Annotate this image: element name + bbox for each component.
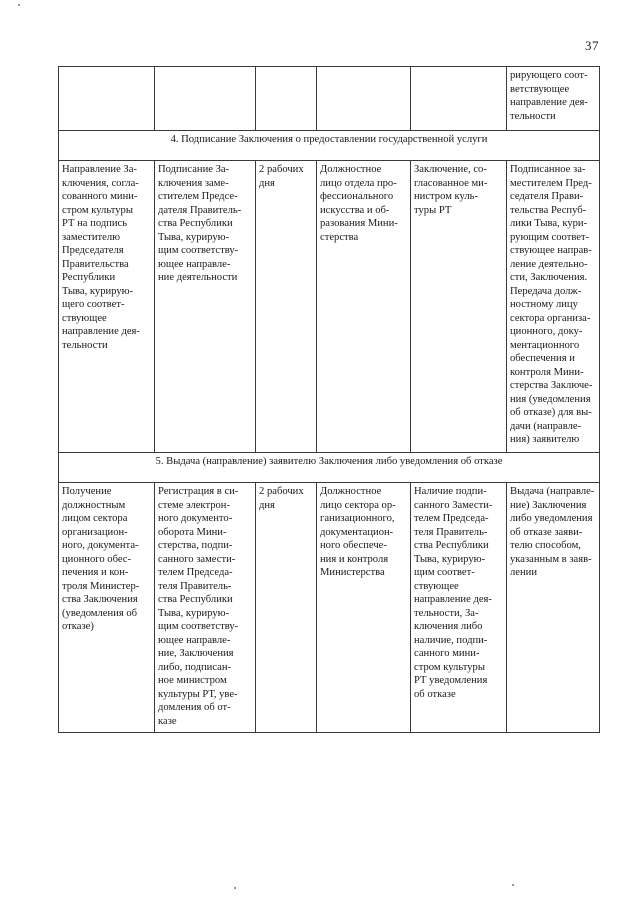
cell-text-line: Тыва, курирую- (158, 607, 230, 619)
cell-text-line: направление дея- (62, 326, 140, 337)
cell-text-line: контроля Мини- (510, 366, 584, 378)
table-cell (317, 67, 411, 131)
procedure-table (58, 66, 600, 733)
cell-text-line: направление дея- (510, 97, 588, 108)
cell-text-line: Подписание За- (158, 164, 230, 175)
cell-text-line: ства Республики (414, 540, 489, 551)
cell-text-line: стром культуры (414, 661, 485, 673)
cell-text-line: телем Председа- (158, 567, 233, 578)
table-cell (507, 483, 600, 733)
cell-text-line: Тыва, курирую- (62, 285, 134, 297)
cell-text-line: троля Министер- (62, 580, 140, 592)
table-row (59, 161, 600, 453)
table-cell (155, 483, 256, 733)
section-title: 4. Подписание Заключения о предоставлении государственной услуги (59, 131, 600, 161)
cell-text-line: Подписанное за- (510, 164, 586, 175)
cell-text-line: Должностное (320, 486, 382, 497)
cell-text-line: теля Правитель- (158, 580, 232, 592)
table-row (59, 483, 600, 733)
cell-text-line: оборота Мини- (158, 526, 227, 538)
section-row (59, 131, 600, 161)
cell-text-line: дачи (направле- (510, 420, 582, 432)
cell-text-line: стерства Заключе- (510, 380, 593, 391)
cell-text-line: ния и контроля (320, 553, 389, 565)
cell-text-line: Республики (62, 272, 116, 283)
cell-text-line: должностным (62, 499, 126, 511)
table-cell (507, 161, 600, 453)
cell-text-line: лении (510, 567, 537, 578)
cell-text-line: ния) заявителю (510, 434, 580, 445)
cell-text-line: санного Замести- (414, 499, 493, 511)
cell-text-line: ствующее направ- (510, 245, 592, 256)
cell-text-line: стителем Предсе- (158, 191, 238, 202)
cell-text-line: лицом сектора (62, 513, 128, 524)
cell-text-line: ние деятельности (158, 272, 238, 283)
cell-text-line: ющее направле- (158, 634, 231, 646)
cell-text-line: Заключение, со- (414, 164, 487, 175)
cell-text-line: обеспечения и (510, 353, 575, 364)
scan-speck (234, 887, 236, 889)
cell-text-line: Правительства (62, 258, 129, 270)
cell-text-line: ствующее (414, 580, 459, 592)
table-cell (59, 67, 155, 131)
cell-text-line: домления об от- (158, 702, 231, 713)
table-row (59, 67, 600, 131)
cell-text-line: местителем Пред- (510, 177, 592, 189)
cell-text-line: казе (158, 715, 177, 727)
cell-text-line: об отказе заяви- (510, 526, 583, 538)
table-cell (317, 483, 411, 733)
cell-text-line: стеме электрон- (158, 499, 230, 511)
cell-text-line: фессионального (320, 191, 394, 202)
cell-text-line: либо уведомления (510, 513, 593, 524)
cell-text-line: документацион- (320, 526, 394, 538)
cell-text-line: ление деятельно- (510, 258, 588, 270)
cell-text-line: организацион- (62, 526, 128, 538)
cell-text-line: заместителю (62, 231, 121, 243)
cell-text-line: теля Правитель- (414, 526, 488, 538)
scan-speck (18, 4, 20, 6)
table-cell (411, 161, 507, 453)
cell-text-line: ства Республики (158, 218, 233, 229)
cell-text-line: ное министром (158, 675, 227, 686)
cell-text-line: щего соответ- (62, 299, 125, 310)
cell-text-line: сованного мини- (62, 191, 138, 202)
table-cell (507, 67, 600, 131)
cell-text-line: тельности, За- (414, 607, 479, 619)
cell-text-line: щим соответству- (158, 621, 239, 632)
cell-text-line: тельства Респуб- (510, 204, 587, 216)
cell-text-line: гласованное ми- (414, 177, 488, 189)
cell-text-line: 2 рабочих (259, 164, 304, 175)
cell-text-line: (уведомления об (62, 607, 138, 619)
table-cell (256, 161, 317, 453)
cell-text-line: телю способом, (510, 540, 581, 551)
cell-text-line: Передача долж- (510, 285, 582, 297)
cell-text-line: седателя Прави- (510, 191, 584, 202)
cell-text-line: тельности (510, 110, 556, 122)
cell-text-line: санного замести- (158, 553, 236, 565)
cell-text-line: рующим соответ- (510, 231, 590, 243)
cell-text-line: лицо сектора ор- (320, 499, 396, 511)
cell-text-line: стром культуры (62, 204, 133, 216)
cell-text-line: ганизационного, (320, 513, 395, 524)
table-cell (256, 483, 317, 733)
cell-text-line: ключения, согла- (62, 177, 139, 189)
table-cell (411, 67, 507, 131)
cell-text-line: об отказе (414, 688, 456, 700)
cell-text-line: РТ на подпись (62, 218, 128, 229)
cell-text-line: ствующее (62, 312, 107, 324)
section-row (59, 453, 600, 483)
cell-text-line: либо, подписан- (158, 661, 232, 673)
page-number: 37 (585, 38, 599, 53)
cell-text-line: лики Тыва, кури- (510, 218, 588, 229)
cell-text-line: Министерства (320, 567, 385, 578)
cell-text-line: Тыва, курирую- (158, 231, 230, 243)
cell-text-line: ства Заключения (62, 594, 138, 605)
cell-text-line: РТ уведомления (414, 675, 488, 686)
cell-text-line: ключения заме- (158, 177, 229, 189)
cell-text-line: туры РТ (414, 204, 452, 216)
cell-text-line: щим соответ- (414, 567, 475, 578)
section-title: 5. Выдача (направление) заявителю Заключения либо уведомления об отказе (59, 453, 600, 483)
cell-text-line: направление дея- (414, 594, 492, 605)
cell-text-line: Выдача (направле- (510, 486, 595, 497)
cell-text-line: ментационного (510, 339, 580, 351)
cell-text-line: ства Республики (158, 594, 233, 605)
table-cell (411, 483, 507, 733)
cell-text-line: ного, документа- (62, 540, 139, 551)
cell-text-line: ние, Заключения (158, 648, 234, 659)
table-cell (155, 67, 256, 131)
cell-text-line: лицо отдела про- (320, 177, 397, 189)
cell-text-line: Наличие подпи- (414, 486, 487, 497)
cell-text-line: ного обеспече- (320, 540, 387, 551)
scan-speck (512, 884, 514, 886)
cell-text-line: санного мини- (414, 648, 480, 659)
cell-text-line: 2 рабочих (259, 486, 304, 497)
cell-text-line: ционного, доку- (510, 326, 583, 337)
cell-text-line: ного документо- (158, 513, 233, 524)
table-cell (317, 161, 411, 453)
cell-text-line: разования Мини- (320, 218, 398, 229)
cell-text-line: дателя Правитель- (158, 204, 242, 216)
cell-text-line: рирующего соот- (510, 70, 588, 81)
cell-text-line: ния (уведомления (510, 393, 591, 405)
table-cell (256, 67, 317, 131)
cell-text-line: Тыва, курирую- (414, 553, 486, 565)
cell-text-line: дня (259, 177, 275, 189)
cell-text-line: отказе) (62, 621, 94, 632)
cell-text-line: об отказе) для вы- (510, 407, 592, 418)
cell-text-line: дня (259, 499, 275, 511)
cell-text-line: печения и кон- (62, 567, 129, 578)
cell-text-line: Получение (62, 486, 112, 497)
cell-text-line: наличие, подпи- (414, 634, 488, 646)
cell-text-line: ние) Заключения (510, 499, 587, 511)
cell-text-line: ционного обес- (62, 553, 132, 565)
cell-text-line: ветствующее (510, 83, 570, 95)
cell-text-line: ющее направле- (158, 258, 231, 270)
cell-text-line: телем Председа- (414, 513, 489, 524)
cell-text-line: сектора организа- (510, 312, 591, 324)
cell-text-line: ностному лицу (510, 299, 578, 310)
table-cell (59, 161, 155, 453)
cell-text-line: культуры РТ, уве- (158, 688, 238, 700)
cell-text-line: нистром куль- (414, 191, 479, 202)
table-cell (155, 161, 256, 453)
cell-text-line: Должностное (320, 164, 382, 175)
cell-text-line: щим соответству- (158, 245, 239, 256)
cell-text-line: тельности (62, 339, 108, 351)
cell-text-line: указанным в заяв- (510, 553, 592, 565)
cell-text-line: стерства (320, 231, 359, 243)
cell-text-line: Регистрация в си- (158, 486, 239, 497)
cell-text-line: искусства и об- (320, 204, 390, 216)
table-cell (59, 483, 155, 733)
cell-text-line: Председателя (62, 245, 124, 256)
cell-text-line: ключения либо (414, 621, 483, 632)
cell-text-line: стерства, подпи- (158, 540, 233, 551)
cell-text-line: сти, Заключения. (510, 272, 588, 283)
cell-text-line: Направление За- (62, 164, 137, 175)
